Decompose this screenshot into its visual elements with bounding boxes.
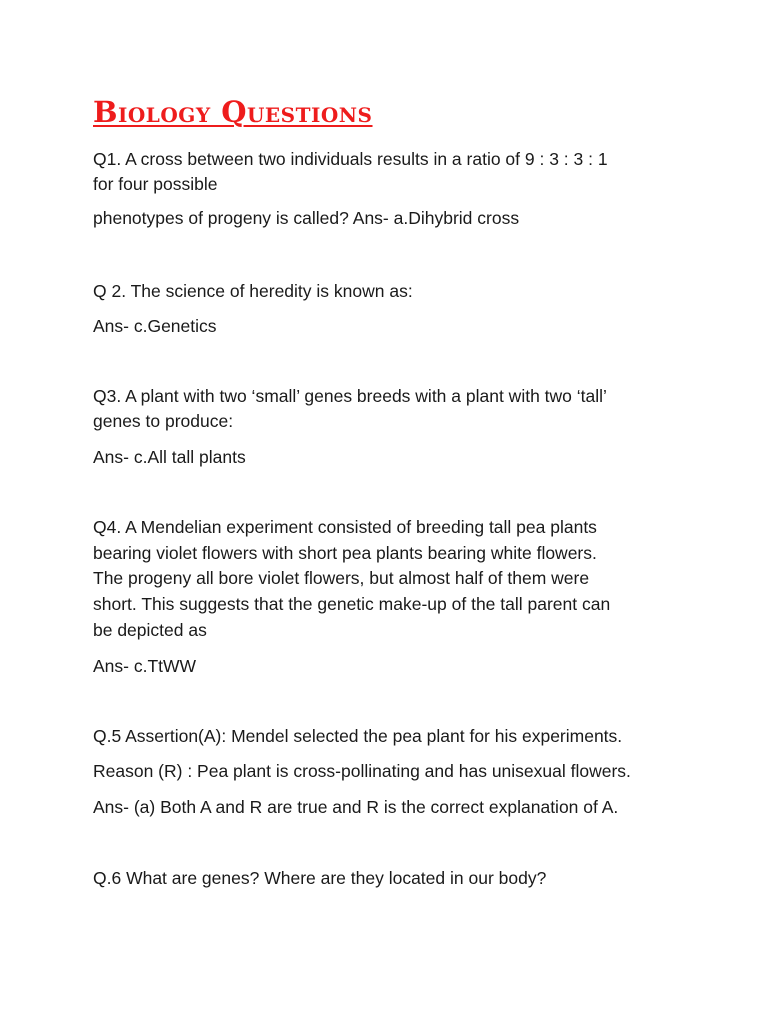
question-4-line-5: be depicted as bbox=[93, 620, 207, 640]
answer-5: Ans- (a) Both A and R are true and R is the correct explanation of A. bbox=[93, 797, 619, 817]
question-4-line-3: The progeny all bore violet flowers, but almost half of them were bbox=[93, 568, 590, 588]
question-4-line-4: short. This suggests that the genetic make-up of the tall parent can bbox=[93, 594, 611, 614]
question-6: Q.6 What are genes? Where are they located in our body? bbox=[93, 868, 547, 888]
question-2: Q 2. The science of heredity is known as: bbox=[93, 281, 413, 301]
question-5-assertion: Q.5 Assertion(A): Mendel selected the pea plant for his experiments. bbox=[93, 726, 623, 746]
question-4-line-1: Q4. A Mendelian experiment consisted of breeding tall pea plants bbox=[93, 517, 597, 537]
page-title: Biology Questions bbox=[93, 95, 373, 129]
question-5-reason: Reason (R) : Pea plant is cross-pollinating and has unisexual flowers. bbox=[93, 761, 631, 781]
question-1-line-2: for four possible bbox=[93, 174, 218, 194]
answer-3: Ans- c.All tall plants bbox=[93, 447, 246, 467]
question-3-line-2: genes to produce: bbox=[93, 411, 234, 431]
answer-4: Ans- c.TtWW bbox=[93, 656, 197, 676]
question-1-answer: phenotypes of progeny is called? Ans- a.Dihybrid cross bbox=[93, 208, 520, 228]
question-3-line-1: Q3. A plant with two ‘small’ genes breeds with a plant with two ‘tall’ bbox=[93, 386, 607, 406]
question-1-line-1: Q1. A cross between two individuals results in a ratio of 9 : 3 : 3 : 1 bbox=[93, 149, 608, 169]
answer-2: Ans- c.Genetics bbox=[93, 316, 217, 336]
question-4-line-2: bearing violet flowers with short pea plants bearing white flowers. bbox=[93, 543, 597, 563]
